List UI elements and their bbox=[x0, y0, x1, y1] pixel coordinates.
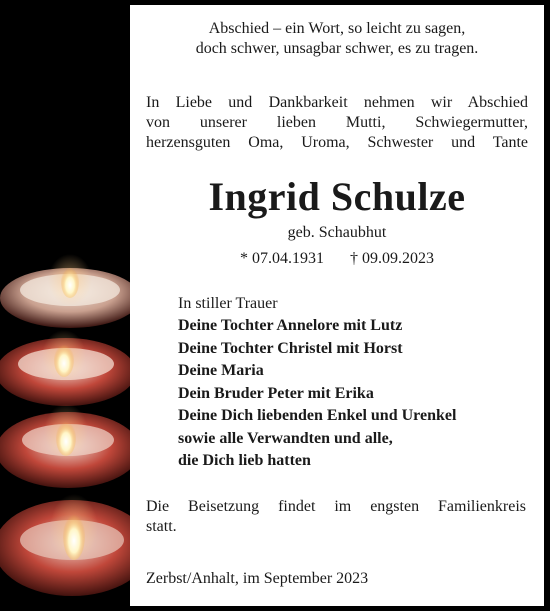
candle-image bbox=[0, 0, 130, 611]
mourner-line: Deine Tochter Annelore mit Lutz bbox=[178, 317, 403, 334]
deceased-info bbox=[130, 175, 544, 269]
notice-panel bbox=[130, 5, 544, 606]
burial-line-2: statt. bbox=[146, 518, 177, 535]
mourners-intro: In stiller Trauer bbox=[178, 295, 278, 312]
poem-line-1: Abschied – ein Wort, so leicht zu sagen, bbox=[208, 20, 466, 37]
poem-line-2: doch schwer, unsagbar schwer, es zu tragen. bbox=[195, 40, 479, 57]
mourners-list bbox=[178, 293, 456, 473]
candle-4 bbox=[0, 494, 130, 596]
candle-1 bbox=[0, 254, 130, 328]
mourner-line: Deine Dich liebenden Enkel und Urenkel bbox=[178, 407, 457, 424]
birth-name: geb. Schaubhut bbox=[287, 224, 387, 241]
mourner-line: sowie alle Verwandten und alle, bbox=[178, 429, 393, 447]
life-dates bbox=[130, 249, 544, 269]
intro-line-1: In Liebe und Dankbarkeit nehmen wir Abschied bbox=[146, 94, 528, 111]
candle-2 bbox=[0, 330, 130, 406]
farewell-poem bbox=[130, 19, 544, 59]
candles-illustration bbox=[0, 0, 130, 611]
intro-line-3: herzensguten Oma, Uroma, Schwester und Tante bbox=[146, 134, 528, 151]
mourner-line: die Dich lieb hatten bbox=[178, 452, 311, 469]
mourner-line: Dein Bruder Peter mit Erika bbox=[178, 384, 374, 402]
burial-note bbox=[146, 497, 526, 537]
birth-date: * 07.04.1931 bbox=[240, 250, 324, 267]
deceased-name: Ingrid Schulze bbox=[208, 174, 466, 219]
intro-text bbox=[146, 93, 528, 153]
mourner-line: Deine Tochter Christel mit Horst bbox=[178, 339, 403, 357]
place-and-date: Zerbst/Anhalt, im September 2023 bbox=[146, 570, 369, 587]
candle-3 bbox=[0, 404, 130, 488]
burial-line-1: Die Beisetzung findet im engsten Familienkreis bbox=[146, 498, 526, 515]
death-date: † 09.09.2023 bbox=[350, 250, 434, 267]
intro-line-2: von unserer lieben Mutti, Schwiegermutter, bbox=[146, 114, 528, 131]
mourner-line: Deine Maria bbox=[178, 362, 264, 379]
